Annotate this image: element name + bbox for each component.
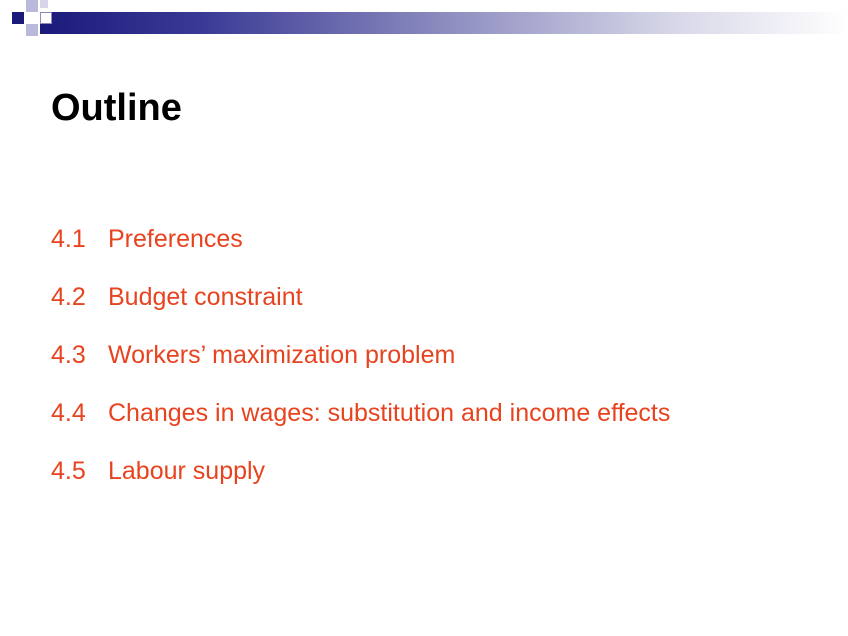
outline-item-number: 4.5 — [51, 457, 86, 485]
outline-item-text: Budget constraint — [108, 283, 303, 311]
header-square-icon — [26, 24, 38, 36]
outline-item-number: 4.2 — [51, 283, 86, 311]
header-square-icon — [40, 12, 52, 24]
outline-item-text: Workers’ maximization problem — [108, 341, 456, 369]
outline-list — [51, 222, 670, 512]
outline-item — [51, 396, 670, 454]
outline-item-text: Preferences — [108, 225, 243, 253]
outline-item-number: 4.1 — [51, 225, 86, 253]
slide-title: Outline — [51, 87, 182, 129]
outline-item-text: Labour supply — [108, 457, 266, 485]
outline-item — [51, 338, 670, 396]
outline-item-number: 4.4 — [51, 399, 86, 427]
outline-item-text: Changes in wages: substitution and income effects — [108, 399, 671, 427]
header-square-icon — [12, 12, 24, 24]
outline-item — [51, 454, 670, 512]
header-square-icon — [40, 0, 48, 8]
outline-item — [51, 280, 670, 338]
outline-item — [51, 222, 670, 280]
outline-item-number: 4.3 — [51, 341, 86, 369]
header-square-icon — [26, 0, 38, 12]
header-gradient-bar — [40, 12, 848, 34]
